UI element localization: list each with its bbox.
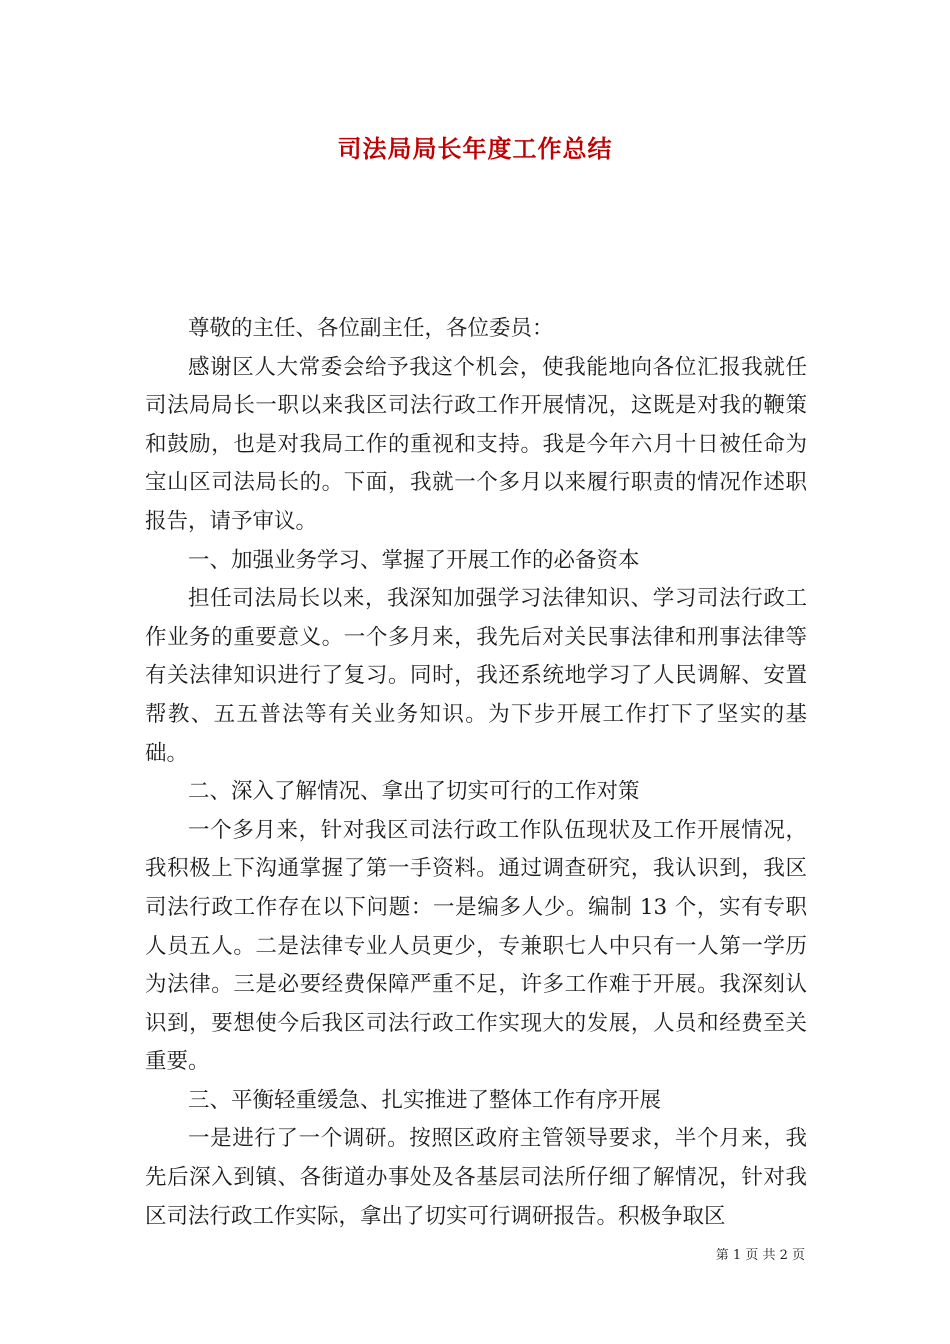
document-body — [145, 310, 807, 1236]
document-title: 司法局局长年度工作总结 — [337, 134, 613, 163]
section-heading-2: 二、深入了解情况、拿出了切实可行的工作对策 — [188, 779, 640, 805]
section-2-paragraph: 一个多月来，针对我区司法行政工作队伍现状及工作开展情况，我积极上下沟通掌握了第一手资料。通过调查研究，我认识到，我区司法行政工作存在以下问题：一是编多人少。编制 13 个，实有专职人员五人。二是法律专业人员更少，专兼职七人中只有一人第一学历为法律。三是必要经费保障严重不足，许多工作难于开展。我深刻认识到，要想使今后我区司法行政工作实现大的发展，人员和经费至关重要。 — [145, 817, 807, 1075]
intro-paragraph: 感谢区人大常委会给予我这个机会，使我能地向各位汇报我就任司法局局长一职以来我区司法行政工作开展情况，这既是对我的鞭策和鼓励，也是对我局工作的重视和支持。我是今年六月十日被任命为宝山区司法局长的。下面，我就一个多月以来履行职责的情况作述职报告，请予审议。 — [145, 354, 807, 534]
salutation-paragraph: 尊敬的主任、各位副主任，各位委员： — [188, 316, 554, 341]
section-3-paragraph: 一是进行了一个调研。按照区政府主管领导要求，半个月来，我先后深入到镇、各街道办事处及各基层司法所仔细了解情况，针对我区司法行政工作实际，拿出了切实可行调研报告。积极争取区 — [145, 1126, 807, 1229]
page-number: 第 1 页 共 2 页 — [715, 1248, 805, 1263]
section-heading-1: 一、加强业务学习、掌握了开展工作的必备资本 — [188, 547, 640, 573]
section-1-paragraph: 担任司法局长以来，我深知加强学习法律知识、学习司法行政工作业务的重要意义。一个多月来，我先后对关民事法律和刑事法律等有关法律知识进行了复习。同时，我还系统地学习了人民调解、安置帮教、五五普法等有关业务知识。为下步开展工作打下了坚实的基础。 — [145, 586, 807, 766]
section-heading-3: 三、平衡轻重缓急、扎实推进了整体工作有序开展 — [188, 1087, 662, 1113]
